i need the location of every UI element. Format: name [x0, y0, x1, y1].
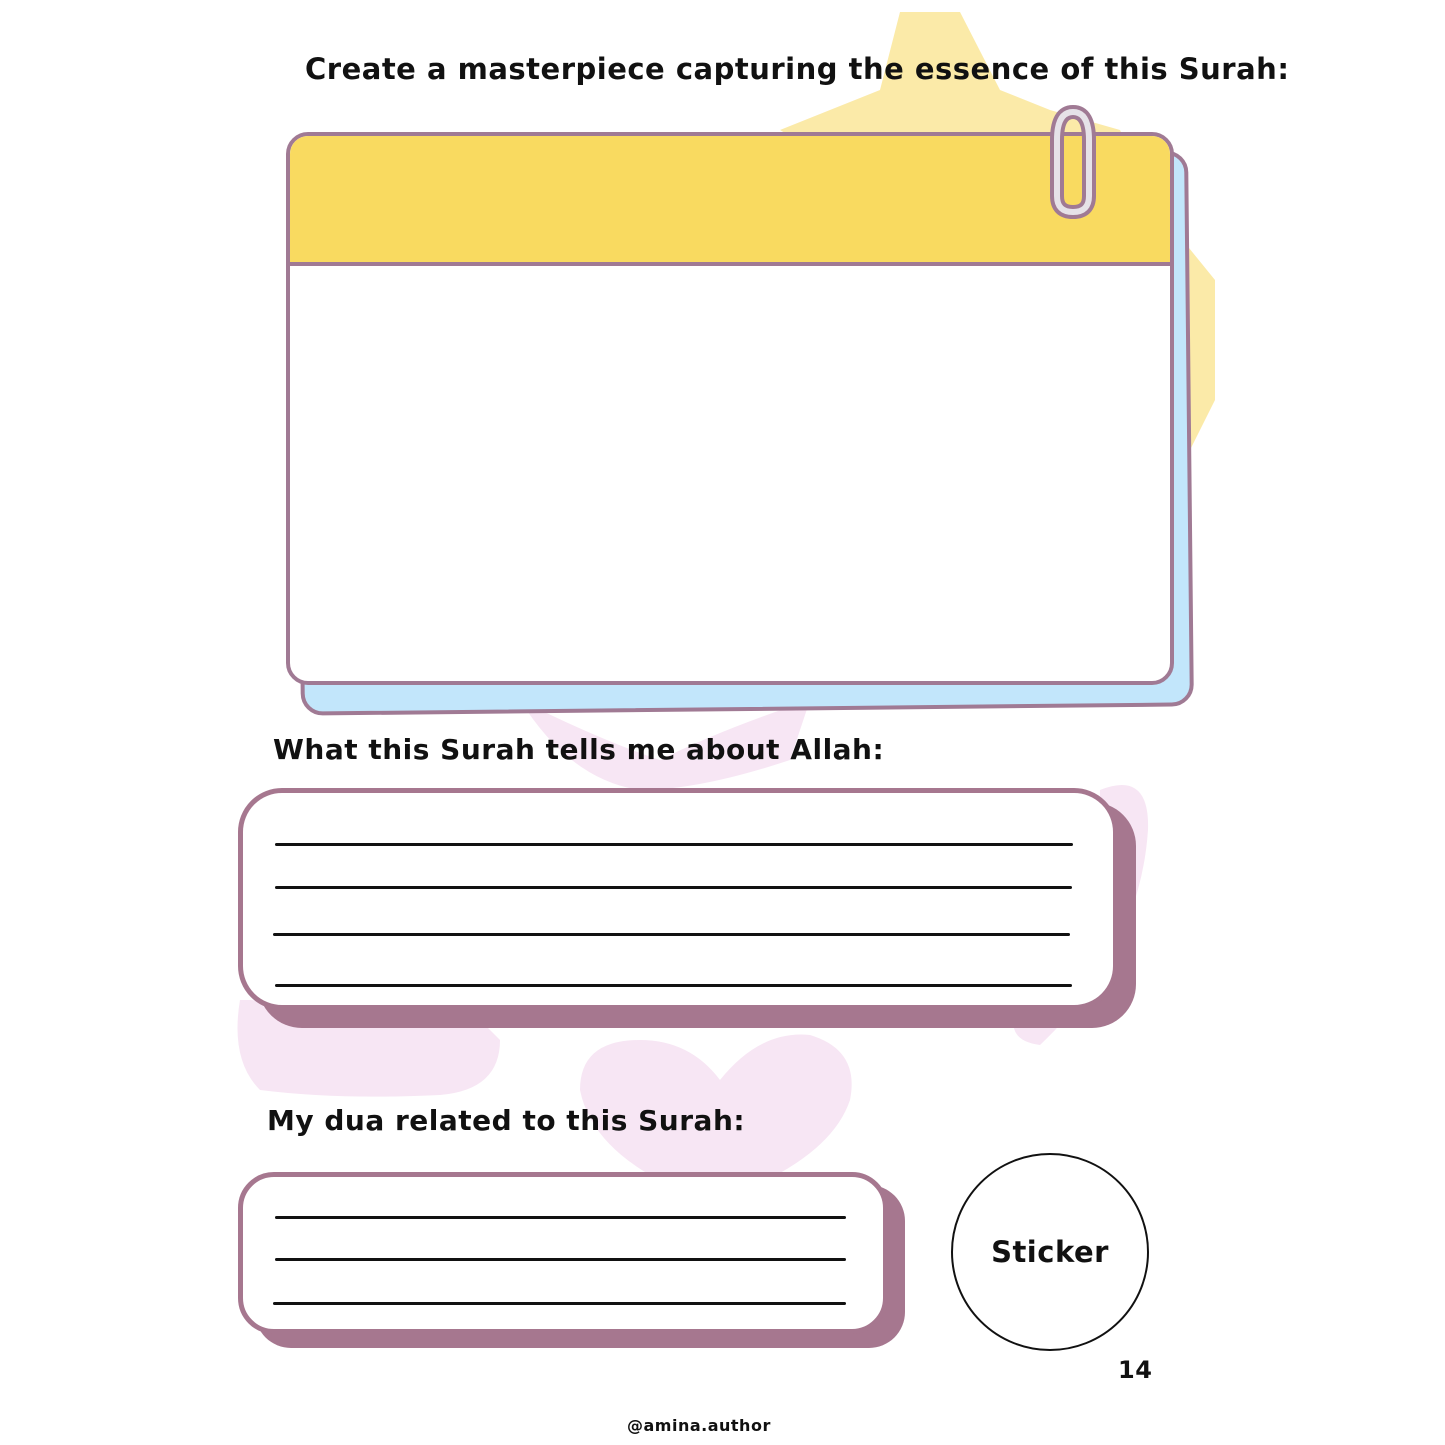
writing-line — [275, 984, 1072, 987]
sticker-label: Sticker — [991, 1235, 1109, 1269]
writing-line — [273, 1302, 846, 1305]
sticker-placeholder[interactable] — [951, 1153, 1149, 1351]
writing-line — [275, 886, 1072, 889]
allah-section-heading: What this Surah tells me about Allah: — [273, 733, 885, 766]
writing-line — [273, 933, 1070, 936]
allah-writing-box[interactable] — [238, 788, 1118, 1010]
writing-line — [275, 1216, 846, 1219]
dua-section-heading: My dua related to this Surah: — [267, 1104, 746, 1137]
writing-line — [275, 843, 1073, 846]
writing-line — [275, 1258, 846, 1261]
page-title: Create a masterpiece capturing the essence of this Surah: — [305, 52, 1290, 86]
footer-handle: @amina.author — [627, 1416, 771, 1435]
dua-writing-box[interactable] — [238, 1172, 888, 1334]
page-number: 14 — [1118, 1356, 1153, 1384]
paperclip-icon — [1035, 100, 1105, 225]
